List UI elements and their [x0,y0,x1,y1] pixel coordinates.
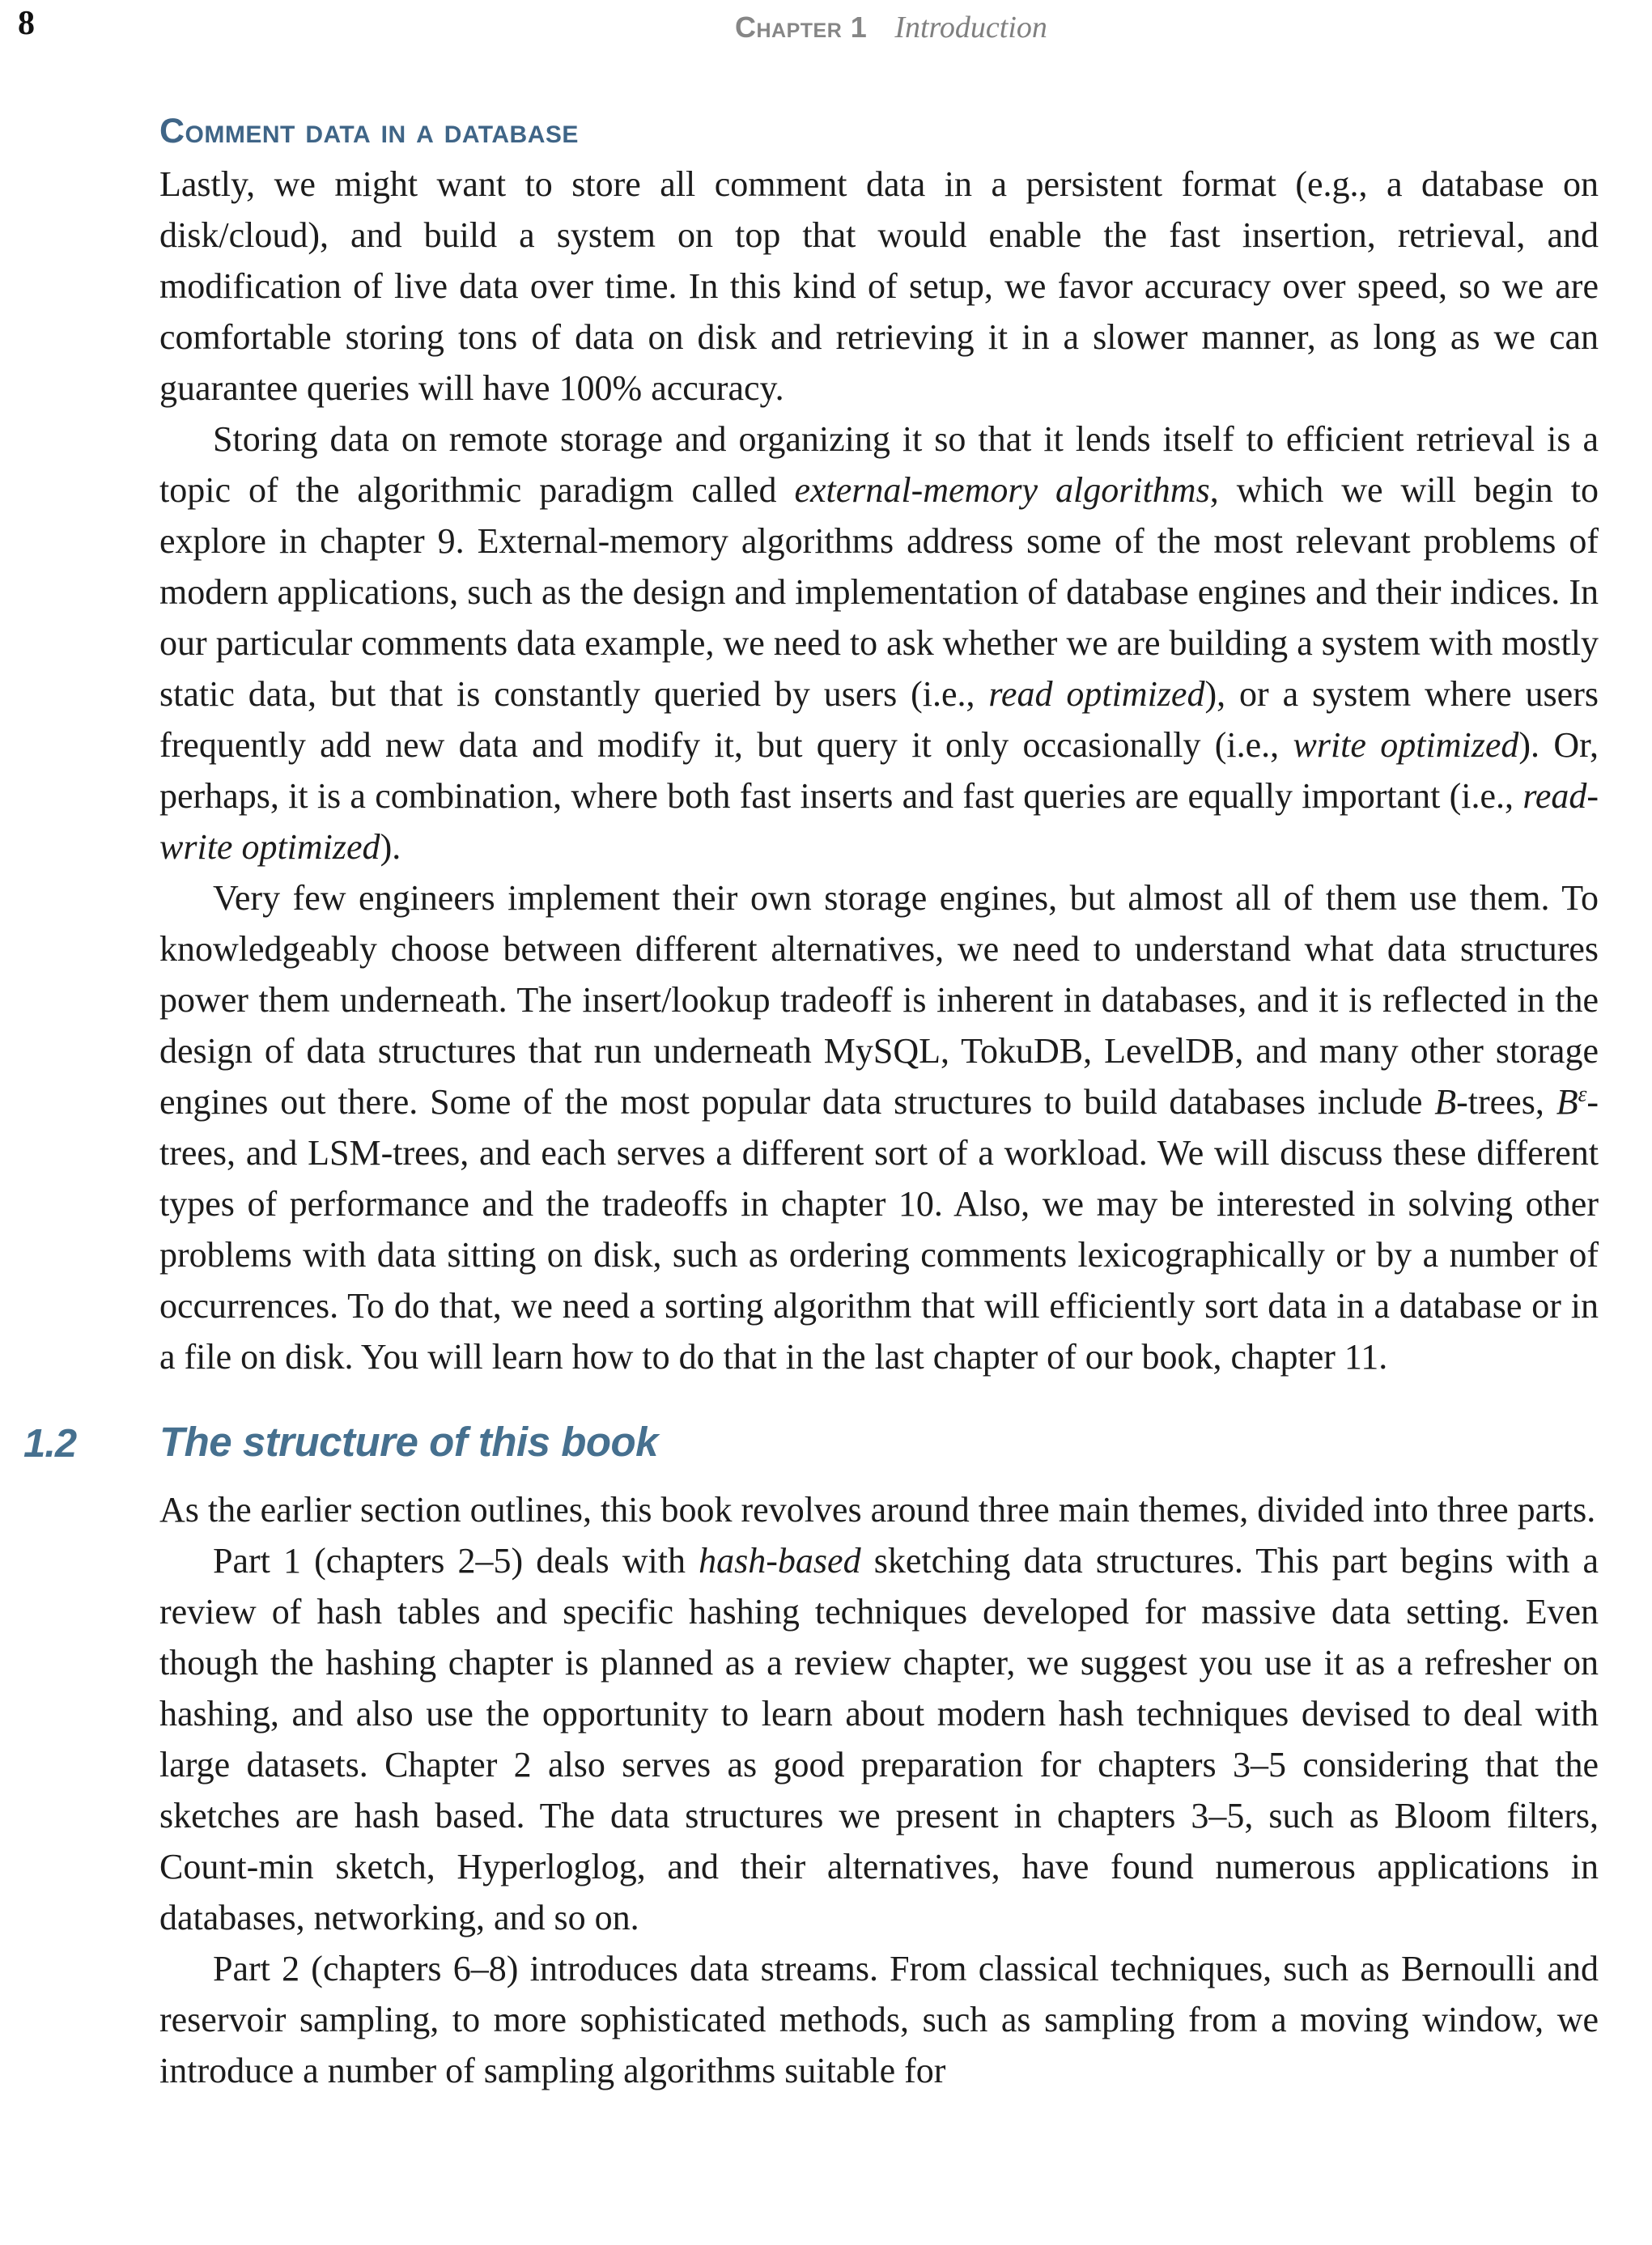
run-in-subheading: Comment data in a database [159,112,579,151]
superscript-text: ε [1578,1081,1587,1106]
emphasis-text: write optimized [1293,725,1519,765]
emphasis-text: read-write optimized [159,776,1599,867]
emphasis-text: external-memory algorithms [794,470,1210,510]
page-number: 8 [18,5,35,42]
emphasis-text: hash-based [699,1541,861,1581]
page-content [23,112,1599,2096]
section-heading [23,1419,1599,1466]
emphasis-text: B [1556,1082,1578,1122]
paragraph: Very few engineers implement their own storage engines, but almost all of them use them. To knowledgeably choose between different alternatives, we need to understand what data structures power them underneath. The insert/lookup tradeoff is inherent in databases, and it is reflected in the design of data structures that run underneath MySQL, TokuDB, LevelDB, and many other storage engines out there. Some of the most popular data structures to build databases include B-trees, $B^\varepsilon$-trees, and LSM-trees, and each serves a different sort of a workload. We will discuss these different types of performance and the tradeoffs in chapter 10. Also, we may be interested in solving other problems with data sitting on disk, such as ordering comments lexicographically or by a number of occurrences. To do that, we need a sorting algorithm that will efficiently sort data in a database or in a file on disk. You will learn how to do that in the last chapter of our book, chapter 11. [159,878,1599,1377]
paragraph: Part 1 (chapters 2–5) deals with hash-based sketching data structures. This part begins with a review of hash tables and specific hashing techniques developed for massive data setting. Even though the hashing chapter is planned as a review chapter, we suggest you use it as a refresher on hashing, and also use the opportunity to learn about modern hash techniques devised to deal with large datasets. Chapter 2 also serves as good preparation for chapters 3–5 considering that the sketches are hash based. The data structures we present in chapters 3–5, such as Bloom filters, Count-min sketch, Hyperloglog, and their alternatives, have found numerous applications in databases, networking, and so on. [159,1541,1599,1937]
paragraph: Part 2 (chapters 6–8) introduces data streams. From classical techniques, such as Bernoulli and reservoir sampling, to more sophisticated methods, such as sampling from a moving window, we introduce a number of sampling algorithms suitable for [159,1949,1599,2090]
section-title: The structure of this book [159,1419,659,1465]
paragraph: Storing data on remote storage and organizing it so that it lends itself to efficient retrieval is a topic of the algorithmic paradigm called external-memory algorithms, which we will begin to explore in chapter 9. External-memory algorithms address some of the most relevant problems of modern applications, such as the design and implementation of database engines and their indices. In our particular comments data example, we need to ask whether we are building a system with mostly static data, but that is constantly queried by users (i.e., read optimized), or a system where users frequently add new data and modify it, but query it only occasionally (i.e., write optimized). Or, perhaps, it is a combination, where both fast inserts and fast queries are equally important (i.e., read-write optimized). [159,419,1599,867]
section-number: 1.2 [23,1422,77,1466]
chapter-label: Chapter 1 [735,11,868,44]
paragraph: As the earlier section outlines, this book revolves around three main themes, divided into three parts. [159,1490,1596,1530]
chapter-title: Introduction [894,11,1047,45]
emphasis-text: read optimized [988,674,1205,714]
emphasis-text: B [1434,1082,1457,1122]
paragraph: Lastly, we might want to store all comment data in a persistent format (e.g., a database on disk/cloud), and build a system on top that would enable the fast insertion, retrieval, and modification of live data over time. In this kind of setup, we favor accuracy over speed, so we are comfortable storing tons of data on disk and retrieving it in a slower manner, as long as we can guarantee queries will have 100% accuracy. [159,164,1599,408]
running-head [735,10,1047,45]
